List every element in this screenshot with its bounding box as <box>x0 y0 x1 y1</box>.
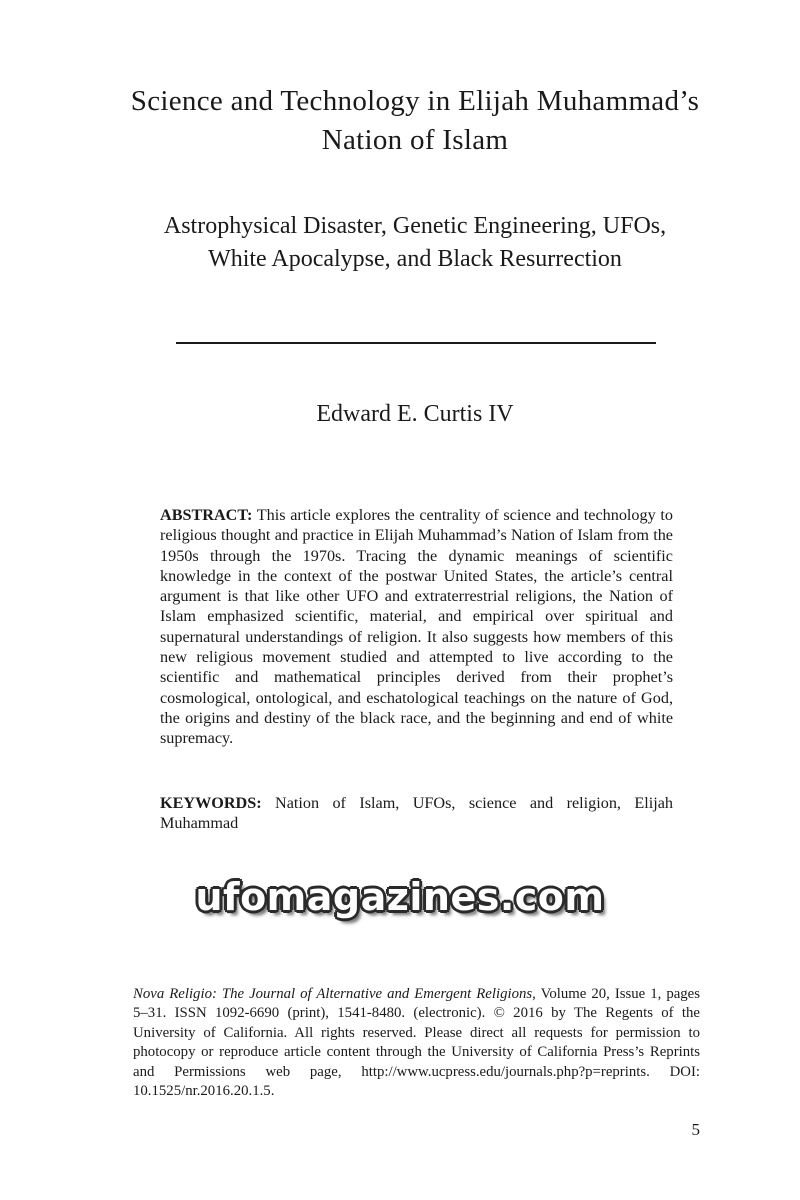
article-title: Science and Technology in Elijah Muhammad’s Nation of Islam <box>130 85 700 156</box>
abstract <box>160 505 673 749</box>
abstract-label: ABSTRACT: <box>160 506 253 524</box>
citation-text: , Volume 20, Issue 1, pages 5–31. ISSN 1092-6690 (print), 1541-8480. (electronic). © 2016 by The Regents of the University of California. All rights reserved. Please direct all requests for permission to photocopy or reproduce article content through the University of California Press’s Reprints and Permissions web page, http://www.ucpress.edu/journals.php?p=reprints. DOI: 10.1525/nr.2016.20.1.5. <box>133 986 701 1100</box>
keywords-text: Nation of Islam, UFOs, science and religion, Elijah Muhammad <box>160 794 674 833</box>
title-divider <box>176 342 656 344</box>
watermark: ufomagazines.com <box>195 875 605 919</box>
keywords <box>160 793 673 834</box>
author-name: Edward E. Curtis IV <box>316 401 514 427</box>
page-number: 5 <box>691 1120 700 1139</box>
article-subtitle: Astrophysical Disaster, Genetic Engineering, UFOs, White Apocalypse, and Black Resurrection <box>163 213 667 272</box>
abstract-text: This article explores the centrality of science and technology to religious thought and practice in Elijah Muhammad’s Nation of Islam from the 1950s through the 1970s. Tracing the dynamic meanings of scientific knowledge in the context of the postwar United States, the article’s central argument is that like other UFO and extraterrestrial religions, the Nation of Islam emphasized scientific, material, and empirical over spiritual and supernatural understandings of religion. It also suggests how members of this new religious movement studied and attempted to live according to the scientific and mathematical principles derived from their prophet’s cosmological, ontological, and eschatological teachings on the nature of God, the origins and destiny of the black race, and the beginning and end of white supremacy. <box>160 506 673 748</box>
keywords-label: KEYWORDS: <box>160 794 262 812</box>
journal-name: Nova Religio: The Journal of Alternative and Emergent Religions <box>133 986 533 1002</box>
citation-footnote <box>133 985 700 1101</box>
